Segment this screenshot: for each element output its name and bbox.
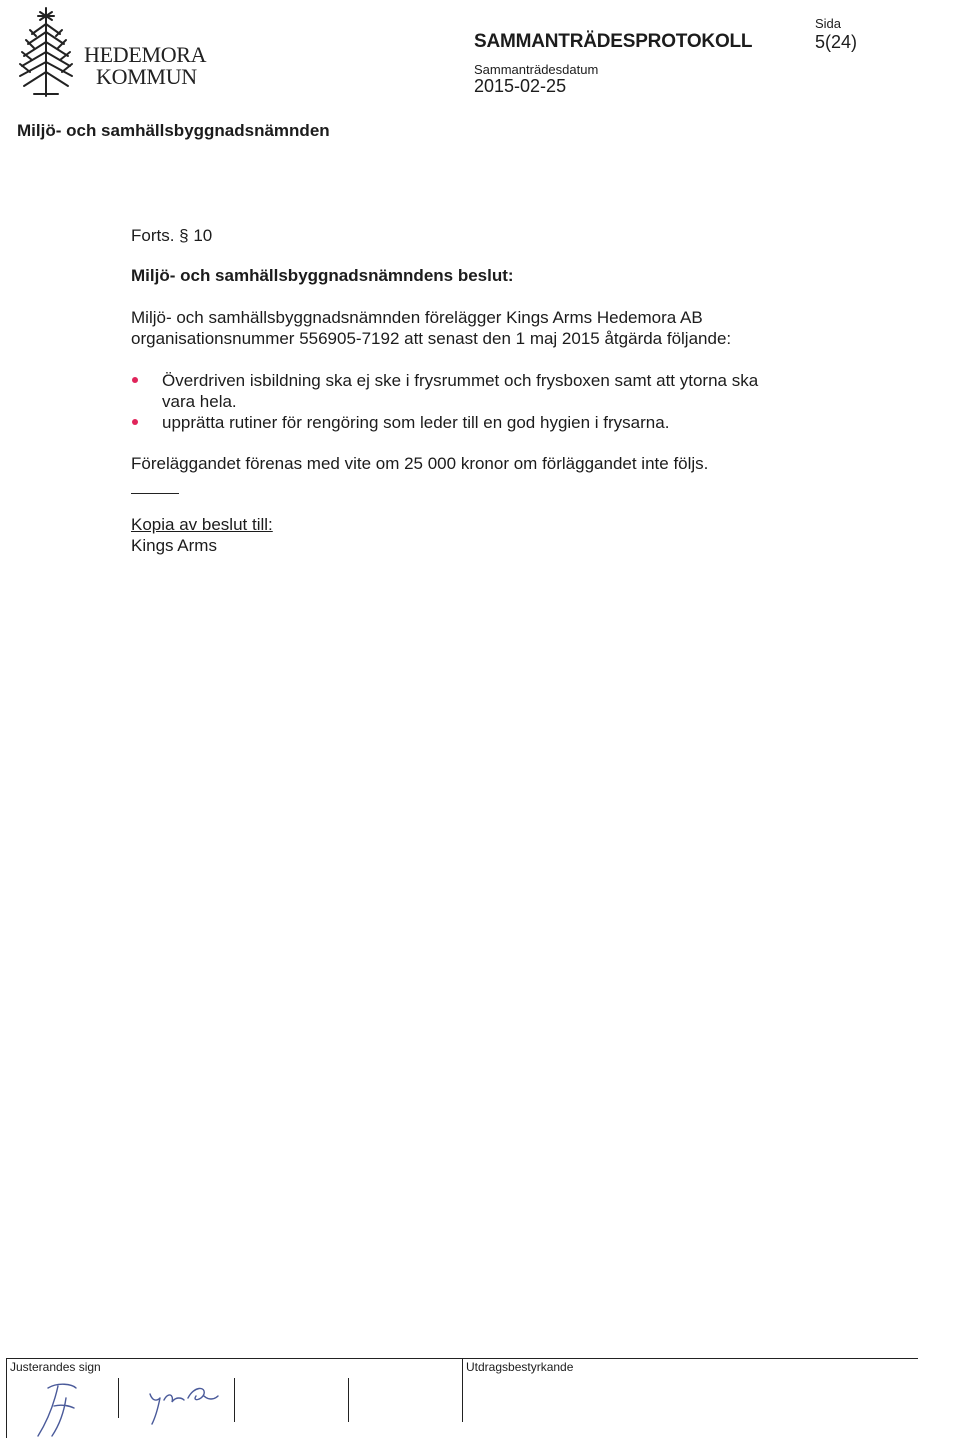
page-label: Sida [815, 16, 842, 31]
adjuster-sign-label: Justerandes sign [10, 1360, 101, 1374]
page-number: 5(24) [815, 32, 858, 52]
signature-box [6, 1358, 918, 1446]
footer-divider [6, 1358, 7, 1438]
signature-initials-2 [144, 1380, 224, 1426]
document-type: SAMMANTRÄDESPROTOKOLL [474, 31, 753, 52]
list-item: Överdriven isbildning ska ej ske i frysrummet och frysboxen samt att ytorna ska vara hela. [131, 370, 791, 412]
list-item: upprätta rutiner för rengöring som leder till en god hygien i frysarna. [131, 412, 791, 433]
footer-divider [462, 1358, 463, 1422]
decision-heading: Miljö- och samhällsbyggnadsnämndens beslut: [131, 266, 514, 285]
penalty-clause: Föreläggandet förenas med vite om 25 000 kronor om förläggandet inte följs. [131, 454, 709, 473]
municipality-logo [16, 6, 226, 98]
signature-initials-1 [30, 1376, 90, 1442]
separator-line [131, 493, 179, 494]
copy-recipient: Kings Arms [131, 536, 217, 555]
committee-name: Miljö- och samhällsbyggnadsnämnden [17, 121, 330, 140]
logo-name-line2: KOMMUN [96, 64, 197, 89]
section-continuation: Forts. § 10 [131, 226, 213, 245]
spruce-tree-icon [16, 6, 86, 98]
meeting-date: 2015-02-25 [474, 76, 567, 96]
logo-name-line1: HEDEMORA [84, 42, 207, 67]
footer-divider [234, 1378, 235, 1422]
extract-certification-label: Utdragsbestyrkande [466, 1360, 574, 1374]
action-list [131, 370, 791, 433]
meeting-date-label: Sammanträdesdatum [474, 62, 599, 77]
footer-divider [118, 1378, 119, 1418]
footer-divider [348, 1378, 349, 1422]
copy-to-label: Kopia av beslut till: [131, 515, 273, 534]
decision-intro: Miljö- och samhällsbyggnadsnämnden förelägger Kings Arms Hedemora AB organisationsnummer 556905-7192 att senast den 1 maj 2015 åtgärda följande: [131, 308, 732, 348]
